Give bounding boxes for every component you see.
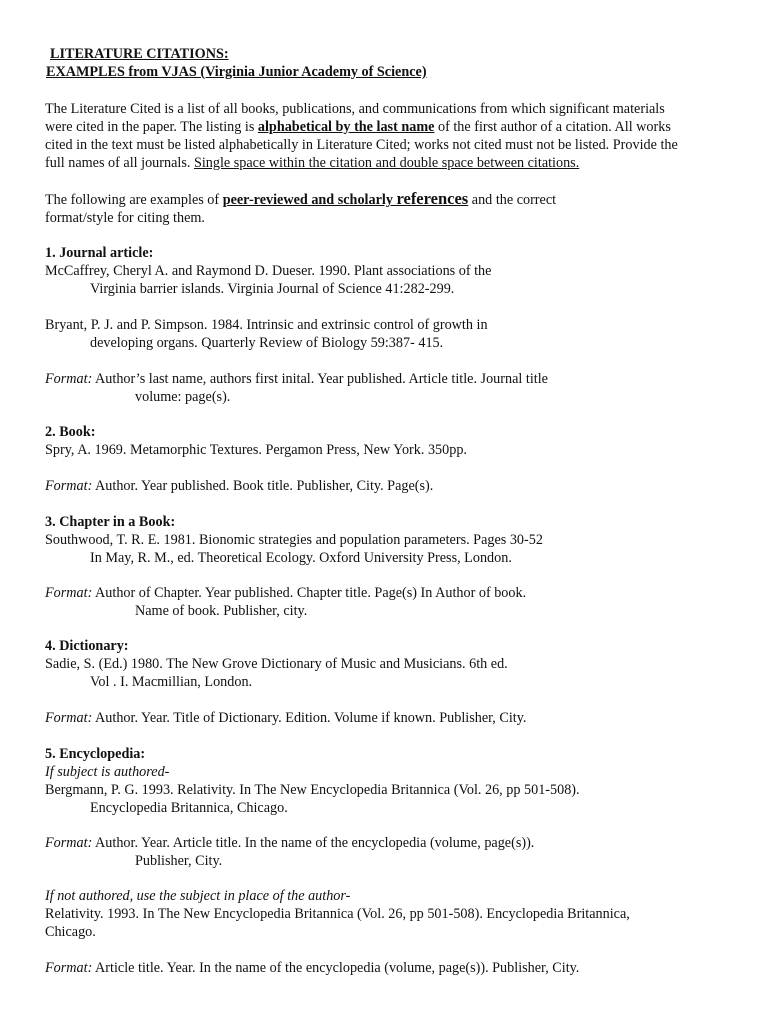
intro-line-4 — [45, 154, 735, 172]
following-text: The following are examples of — [45, 192, 223, 208]
citation-line: Sadie, S. (Ed.) 1980. The New Grove Dictionary of Music and Musicians. 6th ed. — [45, 656, 508, 672]
citation-line: Southwood, T. R. E. 1981. Bionomic strategies and population parameters. Pages 30-52 — [45, 532, 543, 548]
page-title: LITERATURE CITATIONS: — [50, 46, 229, 62]
format-text: Author. Year. Title of Dictionary. Edition. Volume if known. Publisher, City. — [92, 710, 527, 726]
intro-line-1: The Literature Cited is a list of all books, publications, and communications from which significant materials — [45, 101, 665, 117]
citation-line: Bergmann, P. G. 1993. Relativity. In The New Encyclopedia Britannica (Vol. 26, pp 501-508). — [45, 782, 580, 798]
section-journal-article — [45, 244, 735, 298]
format-line — [45, 370, 735, 388]
citation-line: McCaffrey, Cheryl A. and Raymond D. Dueser. 1990. Plant associations of the — [45, 263, 492, 279]
format-text: Author of Chapter. Year published. Chapter title. Page(s) In Author of book. — [92, 585, 527, 601]
citation-line-indent: In May, R. M., ed. Theoretical Ecology. Oxford University Press, London. — [90, 550, 512, 566]
not-authored-note: If not authored, use the subject in place of the author- — [45, 888, 351, 904]
citation-line-indent: Vol . I. Macmillian, London. — [90, 674, 253, 690]
section-heading: 4. Dictionary: — [45, 638, 129, 654]
format-label: Format: — [45, 371, 93, 387]
dictionary-format — [45, 709, 735, 727]
format-label: Format: — [45, 960, 93, 976]
citation-line-indent: developing organs. Quarterly Review of Biology 59:387- 415. — [90, 335, 444, 351]
following-line-1 — [45, 190, 735, 209]
peer-reviewed-label: peer-reviewed and scholarly — [222, 192, 397, 208]
encyclopedia-format-1 — [45, 834, 735, 870]
format-line — [45, 834, 735, 852]
spacing-rule: Single space within the citation and double space between citations. — [193, 155, 580, 171]
format-label: Format: — [45, 835, 93, 851]
format-line — [45, 584, 735, 602]
section-chapter-in-book — [45, 513, 735, 567]
format-label: Format: — [45, 710, 93, 726]
page-subtitle: EXAMPLES from VJAS (Virginia Junior Academy of Science) — [46, 64, 427, 80]
encyclopedia-not-authored — [45, 887, 735, 941]
book-format — [45, 477, 735, 495]
references-label: references — [396, 189, 469, 208]
format-line — [45, 477, 735, 495]
chapter-format — [45, 584, 735, 620]
section-book — [45, 423, 735, 459]
format-text: Author’s last name, authors first inital. Year published. Article title. Journal title — [92, 371, 548, 387]
intro-line-4-text: full names of all journals. — [45, 155, 194, 171]
following-line-2: format/style for citing them. — [45, 210, 205, 226]
format-line — [45, 709, 735, 727]
format-line — [45, 959, 735, 977]
format-text: Author. Year. Article title. In the name of the encyclopedia (volume, page(s)). — [92, 835, 535, 851]
encyclopedia-format-2 — [45, 959, 735, 977]
format-line-indent: volume: page(s). — [135, 389, 231, 405]
following-text-end: and the correct — [468, 192, 557, 208]
citation-line: Relativity. 1993. In The New Encyclopedia Britannica (Vol. 26, pp 501-508). Encyclopedia Britannica, — [45, 906, 630, 922]
intro-line-2 — [45, 118, 735, 136]
format-label: Format: — [45, 585, 93, 601]
section-encyclopedia — [45, 745, 735, 817]
format-line-indent: Name of book. Publisher, city. — [135, 603, 308, 619]
following-paragraph — [45, 190, 735, 227]
intro-line-2-end: of the first author of a citation. All works — [434, 119, 671, 135]
citation-line: Bryant, P. J. and P. Simpson. 1984. Intrinsic and extrinsic control of growth in — [45, 317, 488, 333]
format-text: Article title. Year. In the name of the encyclopedia (volume, page(s)). Publisher, City. — [92, 960, 580, 976]
section-dictionary — [45, 637, 735, 691]
format-text: Author. Year published. Book title. Publisher, City. Page(s). — [92, 478, 434, 494]
journal-format — [45, 370, 735, 406]
section-heading: 3. Chapter in a Book: — [45, 514, 176, 530]
format-line-indent: Publisher, City. — [135, 853, 223, 869]
format-label: Format: — [45, 478, 93, 494]
authored-note: If subject is authored- — [45, 764, 170, 780]
intro-line-2-text: were cited in the paper. The listing is — [45, 119, 258, 135]
citation-line: Spry, A. 1969. Metamorphic Textures. Pergamon Press, New York. 350pp. — [45, 442, 467, 458]
citation-line: Chicago. — [45, 924, 96, 940]
alphabetical-emphasis: alphabetical by the last name — [257, 119, 435, 135]
intro-paragraph — [45, 100, 735, 172]
citation-line-indent: Virginia barrier islands. Virginia Journal of Science 41:282-299. — [90, 281, 455, 297]
peer-reviewed-emphasis — [222, 189, 469, 208]
intro-line-3: cited in the text must be listed alphabetically in Literature Cited; works not cited must not be listed. Provide the — [45, 137, 678, 153]
document-header — [45, 45, 735, 81]
section-heading: 1. Journal article: — [45, 245, 154, 261]
citation-line-indent: Encyclopedia Britannica, Chicago. — [90, 800, 288, 816]
journal-example-2 — [45, 316, 735, 352]
section-heading: 2. Book: — [45, 424, 96, 440]
section-heading: 5. Encyclopedia: — [45, 746, 146, 762]
